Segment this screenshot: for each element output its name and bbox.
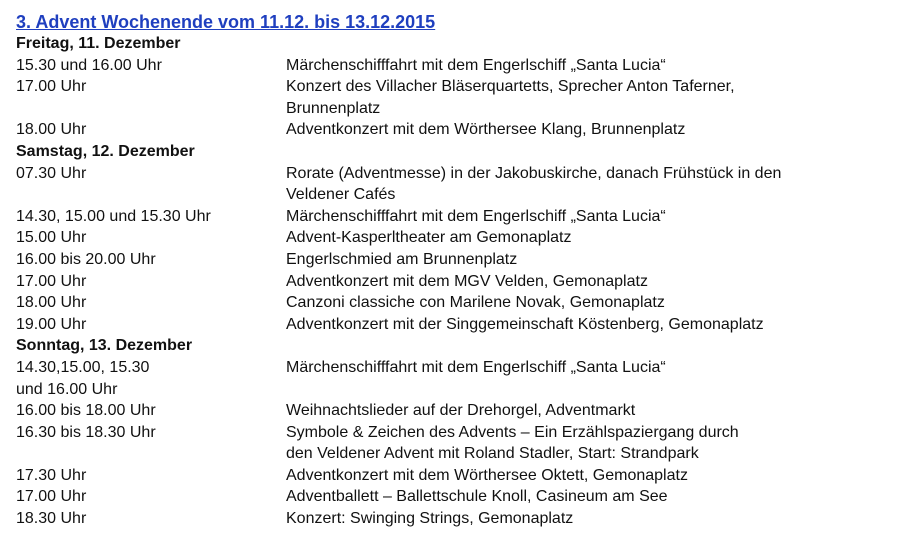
event-schedule xyxy=(16,11,891,530)
event-description: Weihnachtslieder auf der Drehorgel, Adventmarkt xyxy=(286,402,636,420)
event-time: 18.30 Uhr xyxy=(16,510,87,528)
event-time: 15.00 Uhr xyxy=(16,229,87,247)
event-time: 17.30 Uhr xyxy=(16,466,87,484)
event-description: Adventkonzert mit dem Wörthersee Klang, Brunnenplatz xyxy=(286,121,686,139)
event-row xyxy=(16,119,891,141)
event-time: 19.00 Uhr xyxy=(16,315,87,333)
event-description: Märchenschifffahrt mit dem Engerlschiff „Santa Lucia“ xyxy=(286,207,666,225)
event-description: Adventkonzert mit der Singgemeinschaft Köstenberg, Gemonaplatz xyxy=(286,315,764,333)
day-section-saturday xyxy=(16,141,891,335)
event-row xyxy=(16,271,891,293)
event-description: Adventballett – Ballettschule Knoll, Casineum am See xyxy=(286,488,668,506)
event-time: 14.30, 15.00 und 15.30 Uhr xyxy=(16,207,211,225)
event-description: Adventkonzert mit dem Wörthersee Oktett, Gemonaplatz xyxy=(286,466,688,484)
event-row xyxy=(16,357,891,400)
event-row xyxy=(16,422,891,465)
event-time: 17.00 Uhr xyxy=(16,272,87,290)
event-description: Märchenschifffahrt mit dem Engerlschiff „Santa Lucia“ xyxy=(286,358,666,376)
event-time: 16.30 bis 18.30 Uhr xyxy=(16,423,156,441)
event-time: 07.30 Uhr xyxy=(16,164,87,182)
day-heading: Freitag, 11. Dezember xyxy=(16,35,181,52)
event-row xyxy=(16,76,891,119)
event-time: 18.00 Uhr xyxy=(16,294,87,312)
event-time: 14.30,15.00, 15.30 und 16.00 Uhr xyxy=(16,358,150,398)
event-row xyxy=(16,314,891,336)
day-section-friday xyxy=(16,33,891,141)
event-time: 15.30 und 16.00 Uhr xyxy=(16,56,162,74)
event-row xyxy=(16,249,891,271)
event-description: Adventkonzert mit dem MGV Velden, Gemonaplatz xyxy=(286,272,648,290)
event-row xyxy=(16,206,891,228)
event-description: Konzert: Swinging Strings, Gemonaplatz xyxy=(286,510,574,528)
event-time: 16.00 bis 18.00 Uhr xyxy=(16,402,156,420)
event-time: 17.00 Uhr xyxy=(16,488,87,506)
event-row xyxy=(16,465,891,487)
event-row xyxy=(16,227,891,249)
event-description: Rorate (Adventmesse) in der Jakobuskirche, danach Frühstück in den Veldener Cafés xyxy=(286,164,782,204)
event-time: 18.00 Uhr xyxy=(16,121,87,139)
event-row xyxy=(16,486,891,508)
event-description: Konzert des Villacher Bläserquartetts, Sprecher Anton Taferner, Brunnenplatz xyxy=(286,78,735,117)
event-row xyxy=(16,55,891,77)
event-time: 17.00 Uhr xyxy=(16,78,87,96)
event-row xyxy=(16,508,891,530)
event-row xyxy=(16,163,891,206)
event-description: Symbole & Zeichen des Advents – Ein Erzählspaziergang durch den Veldener Advent mit Roland Stadler, Start: Strandpark xyxy=(286,423,739,463)
event-time: 16.00 bis 20.00 Uhr xyxy=(16,250,156,268)
schedule-title[interactable]: 3. Advent Wochenende vom 11.12. bis 13.12.2015 xyxy=(16,12,436,32)
event-description: Engerlschmied am Brunnenplatz xyxy=(286,250,518,268)
event-row xyxy=(16,400,891,422)
day-heading: Sonntag, 13. Dezember xyxy=(16,337,193,355)
event-description: Advent-Kasperltheater am Gemonaplatz xyxy=(286,229,572,247)
day-heading: Samstag, 12. Dezember xyxy=(16,142,195,160)
event-row xyxy=(16,292,891,314)
day-section-sunday xyxy=(16,335,891,529)
event-description: Märchenschifffahrt mit dem Engerlschiff „Santa Lucia“ xyxy=(286,56,666,74)
event-description: Canzoni classiche con Marilene Novak, Gemonaplatz xyxy=(286,294,665,312)
